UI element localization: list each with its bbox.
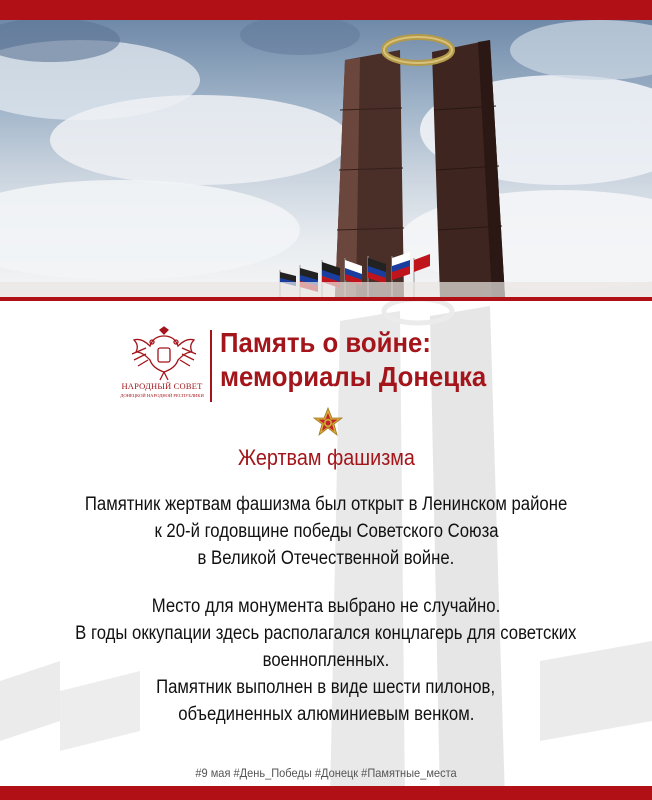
- paragraph-2-line: Памятник выполнен в виде шести пилонов,: [156, 677, 496, 698]
- subtitle-text: Жертвам фашизма: [237, 445, 415, 470]
- paragraph-2-line: В годы оккупации здесь располагался концлагерь для советских: [75, 623, 577, 644]
- paragraph-1-line: Памятник жертвам фашизма был открыт в Ленинском районе: [84, 494, 568, 515]
- bottom-red-bar: [0, 786, 652, 800]
- paragraph-2-line: Место для монумента выбрано не случайно.: [151, 596, 501, 617]
- section-subtitle: [0, 445, 652, 471]
- page-title: [220, 326, 606, 394]
- hashtags-text: #9 мая #День_Победы #Донецк #Памятные_места: [195, 766, 457, 780]
- paragraph-1: [20, 491, 632, 572]
- top-red-bar: [0, 0, 652, 20]
- paragraph-2: [20, 593, 632, 728]
- emblem-org-name: НАРОДНЫЙ СОВЕТ: [121, 381, 203, 391]
- paragraph-2-line: объединенных алюминиевым венком.: [177, 704, 475, 725]
- paragraph-1-line: в Великой Отечественной войне.: [197, 548, 455, 569]
- header-divider: [210, 330, 212, 402]
- paragraph-2-line: военнопленных.: [262, 650, 390, 671]
- memorial-photo: [0, 20, 652, 297]
- patriotic-war-order-icon: [313, 406, 343, 440]
- double-headed-eagle-icon: [126, 326, 202, 382]
- title-line-1: Память о войне:: [220, 327, 431, 358]
- hashtags: [0, 766, 652, 780]
- paragraph-1-line: к 20-й годовщине победы Советского Союза: [153, 521, 499, 542]
- title-line-2: мемориалы Донецка: [220, 361, 487, 392]
- emblem-org-subtitle: ДОНЕЦКОЙ НАРОДНОЙ РЕСПУБЛИКИ: [120, 393, 204, 398]
